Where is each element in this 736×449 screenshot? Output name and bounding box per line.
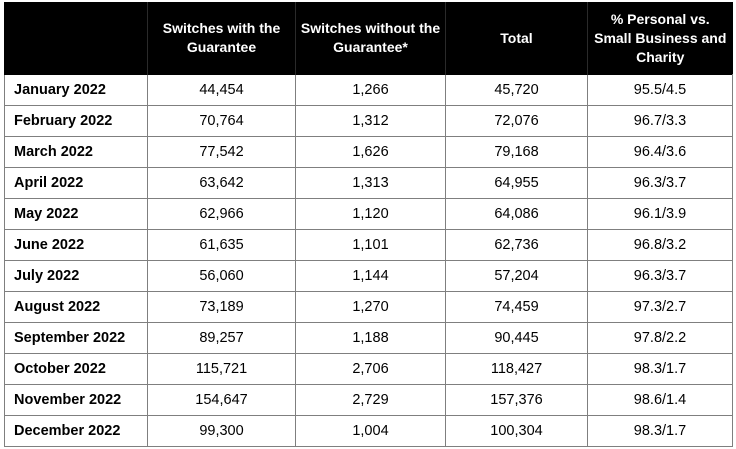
- with-guarantee-cell: 44,454: [148, 75, 296, 106]
- month-cell: December 2022: [5, 416, 148, 447]
- with-guarantee-cell: 70,764: [148, 106, 296, 137]
- table-row: [5, 106, 733, 137]
- ratio-cell: 96.4/3.6: [588, 137, 733, 168]
- with-guarantee-cell: 61,635: [148, 230, 296, 261]
- without-guarantee-cell: 1,120: [296, 199, 446, 230]
- ratio-cell: 96.7/3.3: [588, 106, 733, 137]
- table-row: [5, 416, 733, 447]
- without-guarantee-cell: 1,626: [296, 137, 446, 168]
- ratio-cell: 96.3/3.7: [588, 168, 733, 199]
- total-cell: 90,445: [446, 323, 588, 354]
- with-guarantee-cell: 62,966: [148, 199, 296, 230]
- table-row: [5, 261, 733, 292]
- switch-statistics-table: [4, 2, 733, 447]
- table-row: [5, 137, 733, 168]
- table-row: [5, 230, 733, 261]
- without-guarantee-cell: 1,004: [296, 416, 446, 447]
- table-row: [5, 168, 733, 199]
- table-header: [5, 2, 733, 75]
- month-cell: May 2022: [5, 199, 148, 230]
- month-cell: February 2022: [5, 106, 148, 137]
- total-cell: 62,736: [446, 230, 588, 261]
- total-cell: 64,955: [446, 168, 588, 199]
- header-switches-with-guarantee: Switches with the Guarantee: [148, 2, 296, 75]
- ratio-cell: 95.5/4.5: [588, 75, 733, 106]
- without-guarantee-cell: 2,729: [296, 385, 446, 416]
- total-cell: 45,720: [446, 75, 588, 106]
- table-row: [5, 292, 733, 323]
- without-guarantee-cell: 1,144: [296, 261, 446, 292]
- month-cell: April 2022: [5, 168, 148, 199]
- with-guarantee-cell: 77,542: [148, 137, 296, 168]
- month-cell: October 2022: [5, 354, 148, 385]
- without-guarantee-cell: 2,706: [296, 354, 446, 385]
- without-guarantee-cell: 1,270: [296, 292, 446, 323]
- total-cell: 100,304: [446, 416, 588, 447]
- with-guarantee-cell: 63,642: [148, 168, 296, 199]
- ratio-cell: 98.3/1.7: [588, 354, 733, 385]
- table-row: [5, 385, 733, 416]
- header-personal-vs-business: % Personal vs. Small Business and Charity: [588, 2, 733, 75]
- month-cell: March 2022: [5, 137, 148, 168]
- month-cell: June 2022: [5, 230, 148, 261]
- with-guarantee-cell: 56,060: [148, 261, 296, 292]
- without-guarantee-cell: 1,266: [296, 75, 446, 106]
- header-switches-without-guarantee: Switches without the Guarantee*: [296, 2, 446, 75]
- ratio-cell: 96.3/3.7: [588, 261, 733, 292]
- header-total: Total: [446, 2, 588, 75]
- ratio-cell: 97.8/2.2: [588, 323, 733, 354]
- with-guarantee-cell: 154,647: [148, 385, 296, 416]
- total-cell: 64,086: [446, 199, 588, 230]
- without-guarantee-cell: 1,101: [296, 230, 446, 261]
- total-cell: 57,204: [446, 261, 588, 292]
- header-month: [5, 2, 148, 75]
- table-body: [5, 75, 733, 447]
- total-cell: 118,427: [446, 354, 588, 385]
- with-guarantee-cell: 89,257: [148, 323, 296, 354]
- month-cell: September 2022: [5, 323, 148, 354]
- without-guarantee-cell: 1,312: [296, 106, 446, 137]
- total-cell: 74,459: [446, 292, 588, 323]
- with-guarantee-cell: 73,189: [148, 292, 296, 323]
- month-cell: August 2022: [5, 292, 148, 323]
- ratio-cell: 97.3/2.7: [588, 292, 733, 323]
- table-row: [5, 199, 733, 230]
- total-cell: 157,376: [446, 385, 588, 416]
- total-cell: 72,076: [446, 106, 588, 137]
- without-guarantee-cell: 1,313: [296, 168, 446, 199]
- without-guarantee-cell: 1,188: [296, 323, 446, 354]
- month-cell: November 2022: [5, 385, 148, 416]
- ratio-cell: 96.8/3.2: [588, 230, 733, 261]
- with-guarantee-cell: 115,721: [148, 354, 296, 385]
- month-cell: January 2022: [5, 75, 148, 106]
- month-cell: July 2022: [5, 261, 148, 292]
- header-row: [5, 2, 733, 75]
- ratio-cell: 96.1/3.9: [588, 199, 733, 230]
- with-guarantee-cell: 99,300: [148, 416, 296, 447]
- ratio-cell: 98.3/1.7: [588, 416, 733, 447]
- table-row: [5, 354, 733, 385]
- total-cell: 79,168: [446, 137, 588, 168]
- table-row: [5, 323, 733, 354]
- table-row: [5, 75, 733, 106]
- ratio-cell: 98.6/1.4: [588, 385, 733, 416]
